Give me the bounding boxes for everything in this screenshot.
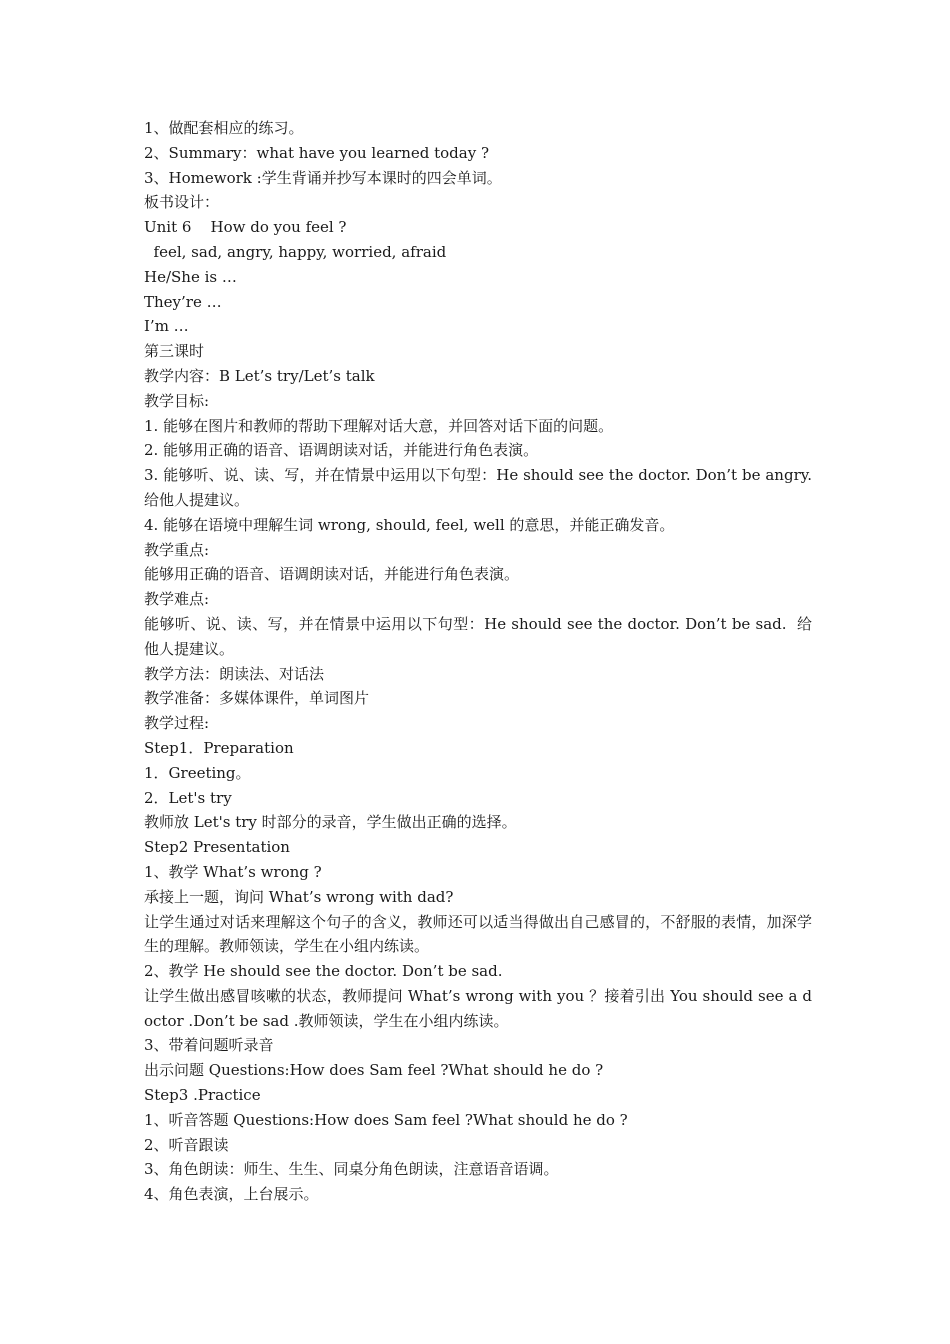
text-line-greeting: 1．Greeting。 — [144, 763, 251, 782]
heading-difficult-points: 教学难点: — [144, 590, 210, 609]
text-line-objective-2: 2. 能够用正确的语音、语调朗读对话，并能进行角色表演。 — [144, 441, 539, 460]
text-line-objective-4: 4. 能够在语境中理解生词 wrong, should, feel, well 的意思，并能正确发音。 — [144, 515, 675, 534]
text-line-they-are: They’re … — [144, 292, 222, 311]
text-line-step2: Step2 Presentation — [144, 838, 290, 857]
text-line-listen-with-questions: 3、带着问题听录音 — [144, 1036, 274, 1055]
text-line-homework: 3、Homework :学生背诵并抄写本课时的四会单词。 — [144, 168, 502, 187]
text-line-listen-repeat: 2、听音跟读 — [144, 1135, 229, 1154]
text-line-teach-whats-wrong: 1、教学 What’s wrong ? — [144, 862, 322, 881]
text-line-teaching-content: 教学内容：B Let’s try/Let’s talk — [144, 366, 375, 385]
text-line-teach-should-see-doctor: 2、教学 He should see the doctor. Don’t be sad. — [144, 962, 503, 981]
text-line-i-am: I’m … — [144, 317, 189, 336]
text-line-teaching-methods: 教学方法：朗读法、对话法 — [144, 664, 325, 683]
heading-board-design: 板书设计： — [144, 193, 220, 212]
heading-key-points: 教学重点: — [144, 540, 210, 559]
text-line-teaching-preparation: 教学准备：多媒体课件，单词图片 — [144, 689, 370, 708]
text-line-unit-title: Unit 6 How do you feel ? — [144, 218, 347, 237]
text-line-vocabulary: feel, sad, angry, happy, worried, afraid — [144, 242, 447, 261]
text-line-objective-1: 1. 能够在图片和教师的帮助下理解对话大意，并回答对话下面的问题。 — [144, 416, 614, 435]
text-line-he-she-is: He/She is … — [144, 267, 237, 286]
text-line-step1: Step1．Preparation — [144, 738, 294, 757]
heading-third-lesson: 第三课时 — [144, 342, 205, 361]
heading-teaching-objectives: 教学目标: — [144, 391, 210, 410]
text-line-difficult-point: 能够听、说、读、写，并在情景中运用以下句型：He should see the doctor. Don’t be sad. 给他人提建议。 — [144, 614, 812, 658]
text-line-role-reading: 3、角色朗读：师生、生生、同桌分角色朗读，注意语音语调。 — [144, 1160, 559, 1179]
text-line-key-point: 能够用正确的语音、语调朗读对话，并能进行角色表演。 — [144, 565, 520, 584]
text-line-lets-try: 2．Let's try — [144, 788, 232, 807]
text-line-show-questions: 出示问题 Questions:How does Sam feel ?What should he do ? — [144, 1061, 604, 1080]
text-line-act-cold: 让学生做出感冒咳嗽的状态，教师提问 What’s wrong with you ？接着引出 You should see a doctor .Don’t be sad .教师领读，学生在小组内练读。 — [144, 986, 812, 1030]
text-line-practice-exercise: 1、做配套相应的练习。 — [144, 119, 304, 137]
text-line-listen-answer: 1、听音答题 Questions:How does Sam feel ?What should he do ? — [144, 1110, 628, 1129]
text-line-understand-sentence: 让学生通过对话来理解这个句子的含义，教师还可以适当得做出自己感冒的，不舒服的表情，加深学生的理解。教师领读，学生在小组内练读。 — [144, 912, 812, 956]
document-body — [144, 116, 817, 1207]
text-line-objective-3: 3. 能够听、说、读、写，并在情景中运用以下句型：He should see the doctor. Don’t be angry. 给他人提建议。 — [144, 466, 817, 509]
text-line-ask-dad: 承接上一题，询问 What’s wrong with dad? — [144, 887, 454, 906]
text-line-role-play: 4、角色表演，上台展示。 — [144, 1185, 319, 1204]
text-line-step3: Step3 .Practice — [144, 1086, 261, 1105]
heading-teaching-process: 教学过程: — [144, 714, 210, 733]
text-line-play-recording: 教师放 Let's try 时部分的录音，学生做出正确的选择。 — [144, 813, 517, 832]
text-line-summary: 2、Summary：what have you learned today ? — [144, 143, 489, 162]
